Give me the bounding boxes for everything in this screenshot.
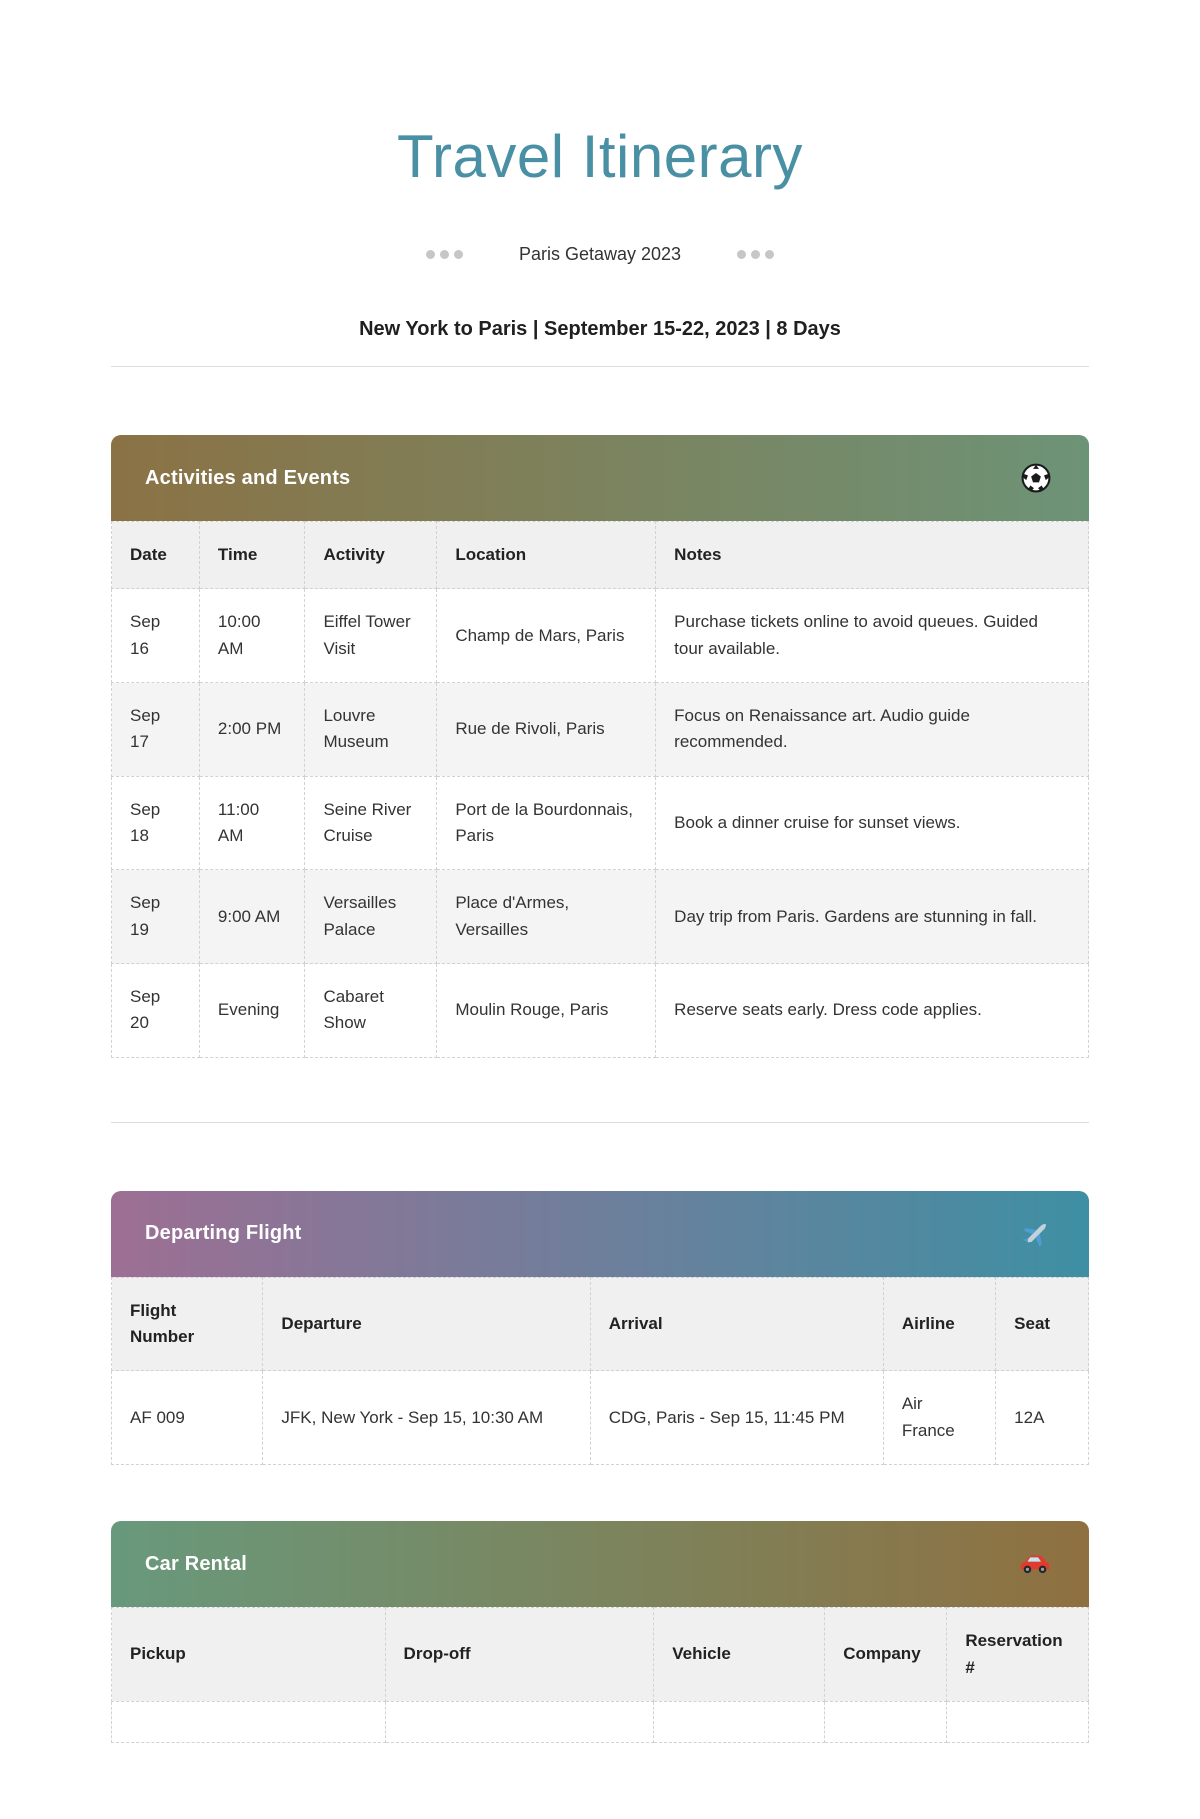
column-header: Vehicle — [654, 1608, 825, 1702]
itinerary-document — [111, 122, 1089, 1743]
table-cell: Cabaret Show — [305, 964, 437, 1058]
table-row — [112, 964, 1089, 1058]
subtitle-row — [111, 244, 1089, 265]
column-header: Activity — [305, 522, 437, 589]
table-cell: Reserve seats early. Dress code applies. — [656, 964, 1089, 1058]
table-cell: Day trip from Paris. Gardens are stunning in fall. — [656, 870, 1089, 964]
column-header: Arrival — [590, 1277, 883, 1371]
activities-section — [111, 435, 1089, 1058]
table-cell: Versailles Palace — [305, 870, 437, 964]
column-header: Departure — [263, 1277, 590, 1371]
table-cell: Sep 20 — [112, 964, 200, 1058]
car-rental-header-banner — [111, 1521, 1089, 1607]
table-cell — [825, 1701, 947, 1742]
table-cell: 10:00 AM — [199, 589, 305, 683]
table-cell: CDG, Paris - Sep 15, 11:45 PM — [590, 1371, 883, 1465]
table-cell: Rue de Rivoli, Paris — [437, 683, 656, 777]
column-header: Location — [437, 522, 656, 589]
table-cell: AF 009 — [112, 1371, 263, 1465]
header-row — [112, 522, 1089, 589]
airplane-icon — [1021, 1219, 1051, 1249]
table-cell: Sep 17 — [112, 683, 200, 777]
table-cell — [385, 1701, 654, 1742]
header-row — [112, 1277, 1089, 1371]
section-title: Activities and Events — [145, 466, 351, 489]
column-header: Airline — [883, 1277, 995, 1371]
section-title: Departing Flight — [145, 1222, 302, 1245]
table-cell: 12A — [996, 1371, 1089, 1465]
table-cell: Eiffel Tower Visit — [305, 589, 437, 683]
table-cell: 2:00 PM — [199, 683, 305, 777]
table-cell: Seine River Cruise — [305, 776, 437, 870]
table-row — [112, 1371, 1089, 1465]
divider — [111, 1122, 1089, 1123]
header-row — [112, 1608, 1089, 1702]
column-header: Drop-off — [385, 1608, 654, 1702]
table-cell: Sep 18 — [112, 776, 200, 870]
table-cell: Book a dinner cruise for sunset views. — [656, 776, 1089, 870]
column-header: Company — [825, 1608, 947, 1702]
table-cell: Moulin Rouge, Paris — [437, 964, 656, 1058]
departing-flight-header-banner — [111, 1191, 1089, 1277]
table-cell — [947, 1701, 1089, 1742]
activities-table — [111, 521, 1089, 1058]
table-cell: 9:00 AM — [199, 870, 305, 964]
table-row — [112, 776, 1089, 870]
table-cell: Evening — [199, 964, 305, 1058]
red-car-icon — [1019, 1552, 1051, 1576]
decorative-dots-icon — [737, 250, 774, 259]
table-row — [112, 683, 1089, 777]
departing-flight-section — [111, 1191, 1089, 1465]
trip-summary: New York to Paris | September 15-22, 2023 | 8 Days — [359, 318, 841, 340]
table-cell: Louvre Museum — [305, 683, 437, 777]
table-cell: Focus on Renaissance art. Audio guide recommended. — [656, 683, 1089, 777]
column-header: Notes — [656, 522, 1089, 589]
table-row — [112, 1701, 1089, 1742]
table-cell: Champ de Mars, Paris — [437, 589, 656, 683]
section-title: Car Rental — [145, 1552, 248, 1575]
car-rental-section — [111, 1521, 1089, 1743]
table-cell: Air France — [883, 1371, 995, 1465]
car-rental-table — [111, 1607, 1089, 1743]
column-header: Time — [199, 522, 305, 589]
table-cell — [654, 1701, 825, 1742]
page-title: Travel Itinerary — [397, 123, 803, 190]
table-cell: 11:00 AM — [199, 776, 305, 870]
table-cell: Purchase tickets online to avoid queues. Guided tour available. — [656, 589, 1089, 683]
soccer-ball-icon — [1021, 463, 1051, 493]
column-header: Flight Number — [112, 1277, 263, 1371]
column-header: Reservation # — [947, 1608, 1089, 1702]
table-cell: Place d'Armes, Versailles — [437, 870, 656, 964]
table-row — [112, 589, 1089, 683]
table-cell: JFK, New York - Sep 15, 10:30 AM — [263, 1371, 590, 1465]
column-header: Pickup — [112, 1608, 386, 1702]
column-header: Seat — [996, 1277, 1089, 1371]
table-cell — [112, 1701, 386, 1742]
trip-name: Paris Getaway 2023 — [518, 244, 682, 264]
decorative-dots-icon — [426, 250, 463, 259]
column-header: Date — [112, 522, 200, 589]
divider — [111, 366, 1089, 367]
table-row — [112, 870, 1089, 964]
departing-flight-table — [111, 1277, 1089, 1465]
table-cell: Port de la Bourdonnais, Paris — [437, 776, 656, 870]
activities-header-banner — [111, 435, 1089, 521]
table-cell: Sep 16 — [112, 589, 200, 683]
table-cell: Sep 19 — [112, 870, 200, 964]
